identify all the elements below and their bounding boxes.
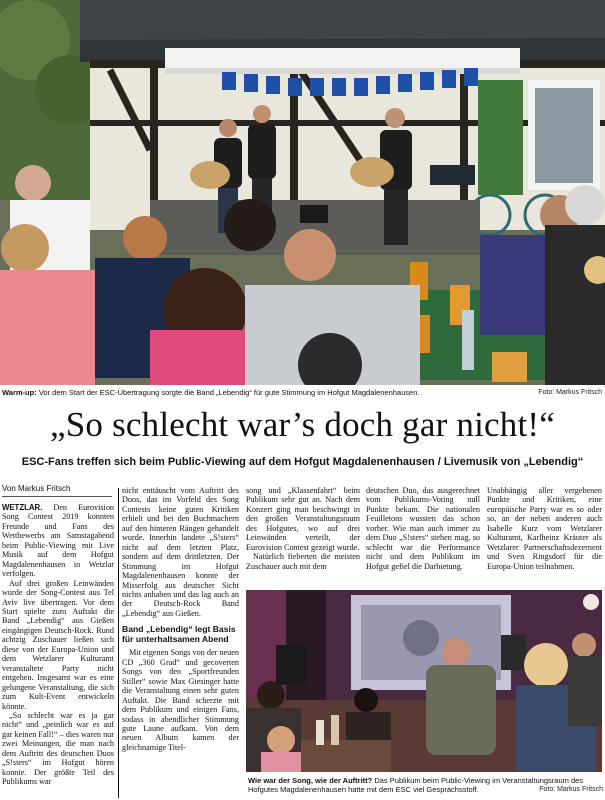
top-photo-caption-text: Vor dem Start der ESC-Übertragung sorgte die Band „Lebendig“ für gute Stimmung im Hofgut Magdalenenhausen. — [38, 388, 420, 397]
top-photo-credit: Foto: Markus Fritsch — [538, 389, 602, 396]
top-photo-band-performance — [0, 0, 605, 385]
byline: Von Markus Fritsch — [2, 484, 71, 493]
article-column-3 — [246, 486, 360, 571]
bottom-photo-caption-text: Das Publikum beim Public-Viewing im Veranstaltungsraum des Hofgutes Magdalenenhausen hatte mit dem ESC viel Gesprächsstoff. — [248, 776, 584, 794]
bottom-photo-public-viewing — [246, 590, 602, 772]
bottom-photo-caption-lead: Wie war der Song, wie der Auftritt? — [248, 776, 373, 785]
article-column-1 — [2, 503, 114, 787]
column-3-paragraph-1: song und „Klassenfahrt“ beim Publikum sehr gut an. Nach dem Konzert ging man beschwingt in den großen Veranstaltungsraum des Hofgutes, wo auf drei Leinwänden verteilt, der Eurovision Contest gezeigt wurde. — [246, 486, 360, 552]
article-column-5 — [487, 486, 602, 571]
byline-rule — [2, 496, 112, 497]
bottom-photo-credit: Foto: Markus Fritsch — [539, 786, 603, 793]
column-2-paragraph-1: nicht enttäuscht vom Auftritt des Duos, das im Vorfeld des Song Contests keine guten Kritiken erhielt und bei den Buchmachern auf den hinteren Rängen gehandelt wurde. Innerhin landete „S!sters“ nicht auf dem letzten Platz, sondern auf dem drittletzten. Der Stimmung im Hofgut Magdalenenhausen konnte der Misserfolg aus deutscher Sicht nichts anhaben und das lag auch an der Deutsch-Rock Band „Lebendig“ aus Gießen. — [122, 486, 239, 618]
bottom-photo-caption — [248, 776, 603, 794]
subhead: ESC-Fans treffen sich beim Public-Viewing auf dem Hofgut Magdalenenhausen / Livemusik von „Lebendig“ — [21, 456, 584, 468]
column-1-paragraph-3: „So schlecht war es ja gar nicht“ und „peinlich war es auf gar keinen Fall!“ – dies waren nur zwei Meinungen, die man nach dem Auftritt des deutschen Duos „S!sters“ im Hofgut hören konnte. Der größte Teil des Publikums war — [2, 710, 114, 787]
column-2-subheading: Band „Lebendig“ legt Basis für unterhaltsamen Abend — [122, 624, 236, 645]
top-photo-caption-lead: Warm-up: — [2, 388, 37, 397]
column-1-paragraph-1-text: Den Eurovision Song Contest 2019 konnten Freunde und Fans des Wettbewerbs am Samstagabend beim Public-Viewing mit Live Musik auf dem Hofgut Magdalenenhausen in Wetzlar verfolgen. — [2, 503, 115, 579]
article-column-4 — [366, 486, 480, 571]
article-column-2 — [122, 486, 239, 752]
top-photo-caption — [2, 388, 452, 397]
dateline: WETZLAR. — [2, 503, 43, 512]
column-2-paragraph-2: Mit eigenen Songs von der neuen CD „360 Grad“ und gecoverten Songs von den „Sportfreunden Stiller“ sowie Max Giesinger hatte die Veranstaltung einen sehr guten Auftakt. Die Band scherzte mit dem Publikum und einigen Fans, sodass in abendlicher Stimmung gute Laune aufkam. Von dem neuen Album kamen der gleichnamige Titel- — [122, 648, 239, 752]
column-divider-1 — [118, 488, 119, 798]
column-1-paragraph-2: Auf drei großen Leinwänden wurde der Song-Contest aus Tel Aviv live übertragen. Vor dem Start spielte zum Auftakt die Band „Lebendig“ aus Gießen eingängigen Deutsch-Rock. Rund achtzig Zuschauer ließen sich diese von der Europa-Union und dem Wetzlarer Kulturamt veranstaltete Party nicht entgehen. Insgesamt war es eine gelungene Veranstaltung, die sich zum Kult-Event entwickeln könnte. — [2, 578, 114, 711]
headline: „So schlecht war’s doch gar nicht!“ — [50, 405, 555, 444]
column-1-paragraph-1 — [2, 503, 114, 579]
column-5-paragraph-1: Unabhängig aller vergebenen Punkte und Kritiken, eine europäische Party war es so oder so, an der neben anderen auch Isabelle Kurz vom Wetzlarer Kulturamt, Karlheinz Kräuter als Wetzlarer Partnerschaftsdezernent und Sven Ringsdorf für die Europa-Union teilnahmen. — [487, 486, 602, 571]
column-3-paragraph-2: Natürlich fieberten die meisten Zuschauer auch mit dem — [246, 552, 360, 571]
column-4-paragraph-1: deutschen Duo, das ausgerechnet vom Publikums-Voting null Punkte bekam. Die nationalen Feuilletons wussten das schon vorher. Wie man auch immer zu dem Duo „S!sters“ stehen mag, so schlecht war die Performance nicht und dem Publikum im Hofgut gefiel die Darbietung. — [366, 486, 480, 571]
